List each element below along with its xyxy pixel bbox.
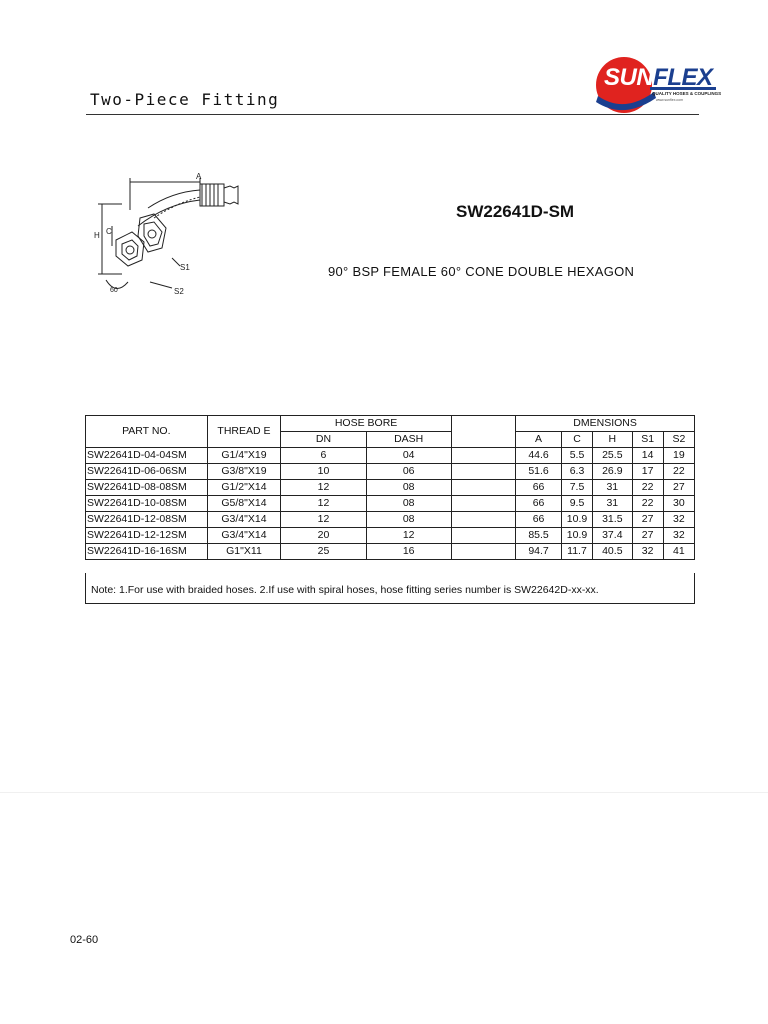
cell-thread: G1"X11	[207, 544, 281, 560]
cell-s1: 22	[632, 480, 663, 496]
product-model: SW22641D-SM	[456, 202, 575, 221]
page-number: 02-60	[70, 934, 99, 946]
cell-dn: 12	[281, 496, 366, 512]
label-a: A	[196, 172, 202, 181]
fitting-drawing	[92, 170, 242, 305]
cell-dash: 08	[366, 512, 451, 528]
table-row	[86, 448, 695, 464]
logo-word-sun: SUN	[604, 64, 654, 91]
cell-h: 40.5	[593, 544, 632, 560]
cell-s2: 32	[663, 528, 694, 544]
cell-a: 66	[516, 512, 562, 528]
cell-dash: 16	[366, 544, 451, 560]
cell-part: SW22641D-12-08SM	[86, 512, 208, 528]
header-s1: S1	[632, 432, 663, 448]
cell-blank	[451, 528, 515, 544]
cell-h: 26.9	[593, 464, 632, 480]
spec-table	[85, 415, 695, 560]
table-row	[86, 544, 695, 560]
cell-dash: 12	[366, 528, 451, 544]
header-dash: DASH	[366, 432, 451, 448]
table-row	[86, 464, 695, 480]
cell-h: 31	[593, 496, 632, 512]
cell-part: SW22641D-12-12SM	[86, 528, 208, 544]
cell-c: 6.3	[561, 464, 592, 480]
cell-thread: G5/8"X14	[207, 496, 281, 512]
logo-wordmark	[604, 64, 713, 92]
cell-dash: 04	[366, 448, 451, 464]
cell-a: 85.5	[516, 528, 562, 544]
cell-thread: G3/8"X19	[207, 464, 281, 480]
cell-thread: G3/4"X14	[207, 512, 281, 528]
table-row	[86, 480, 695, 496]
cell-blank	[451, 480, 515, 496]
cell-s1: 14	[632, 448, 663, 464]
label-h: H	[94, 231, 100, 240]
label-s1: S1	[180, 263, 190, 272]
cell-dn: 6	[281, 448, 366, 464]
page-title: Two-Piece Fitting	[90, 90, 280, 109]
label-s2: S2	[174, 287, 184, 296]
cell-a: 66	[516, 480, 562, 496]
cell-s2: 32	[663, 512, 694, 528]
cell-blank	[451, 496, 515, 512]
header-dimensions: DMENSIONS	[516, 416, 695, 432]
cell-s1: 22	[632, 496, 663, 512]
cell-s1: 27	[632, 528, 663, 544]
cell-s2: 27	[663, 480, 694, 496]
cell-a: 66	[516, 496, 562, 512]
sunflex-logo	[594, 52, 720, 118]
cell-s2: 41	[663, 544, 694, 560]
cell-s1: 17	[632, 464, 663, 480]
cell-c: 11.7	[561, 544, 592, 560]
cell-s2: 22	[663, 464, 694, 480]
cell-blank	[451, 448, 515, 464]
cell-dn: 25	[281, 544, 366, 560]
header-a: A	[516, 432, 562, 448]
logo-word-flex: FLEX	[653, 64, 713, 91]
cell-blank	[451, 464, 515, 480]
cell-part: SW22641D-16-16SM	[86, 544, 208, 560]
label-angle: 60	[110, 287, 118, 294]
cell-blank	[451, 512, 515, 528]
logo-url: www.sunflex.com	[656, 98, 684, 102]
cell-a: 94.7	[516, 544, 562, 560]
header-blank	[451, 416, 515, 448]
cell-thread: G1/2"X14	[207, 480, 281, 496]
cell-dash: 08	[366, 480, 451, 496]
cell-part: SW22641D-08-08SM	[86, 480, 208, 496]
cell-s1: 27	[632, 512, 663, 528]
header-h: H	[593, 432, 632, 448]
header-thread: THREAD E	[207, 416, 281, 448]
header-part-no: PART NO.	[86, 416, 208, 448]
cell-c: 5.5	[561, 448, 592, 464]
cell-blank	[451, 544, 515, 560]
cell-h: 25.5	[593, 448, 632, 464]
cell-a: 44.6	[516, 448, 562, 464]
cell-dn: 10	[281, 464, 366, 480]
cell-c: 10.9	[561, 528, 592, 544]
note-box	[85, 573, 695, 604]
cell-c: 10.9	[561, 512, 592, 528]
header-s2: S2	[663, 432, 694, 448]
cell-part: SW22641D-06-06SM	[86, 464, 208, 480]
product-description: 90° BSP FEMALE 60° CONE DOUBLE HEXAGON	[328, 264, 635, 279]
cell-a: 51.6	[516, 464, 562, 480]
cell-dn: 12	[281, 480, 366, 496]
cell-part: SW22641D-04-04SM	[86, 448, 208, 464]
label-c: C	[106, 227, 112, 236]
cell-dn: 12	[281, 512, 366, 528]
table-row	[86, 496, 695, 512]
cell-part: SW22641D-10-08SM	[86, 496, 208, 512]
cell-c: 7.5	[561, 480, 592, 496]
scan-artifact-line	[0, 792, 768, 793]
cell-c: 9.5	[561, 496, 592, 512]
cell-thread: G3/4"X14	[207, 528, 281, 544]
header-c: C	[561, 432, 592, 448]
cell-h: 37.4	[593, 528, 632, 544]
cell-dash: 08	[366, 496, 451, 512]
cell-thread: G1/4"X19	[207, 448, 281, 464]
cell-h: 31.5	[593, 512, 632, 528]
cell-dash: 06	[366, 464, 451, 480]
cell-s2: 30	[663, 496, 694, 512]
logo-tagline: QUALITY HOSES & COUPLINGS	[652, 91, 722, 96]
cell-h: 31	[593, 480, 632, 496]
cell-dn: 20	[281, 528, 366, 544]
cell-s2: 19	[663, 448, 694, 464]
header-hose-bore: HOSE BORE	[281, 416, 451, 432]
note-text: Note: 1.For use with braided hoses. 2.If use with spiral hoses, hose fitting series number is SW22642D-xx-xx.	[91, 584, 599, 596]
table-row	[86, 528, 695, 544]
cell-s1: 32	[632, 544, 663, 560]
header-dn: DN	[281, 432, 366, 448]
table-row	[86, 512, 695, 528]
